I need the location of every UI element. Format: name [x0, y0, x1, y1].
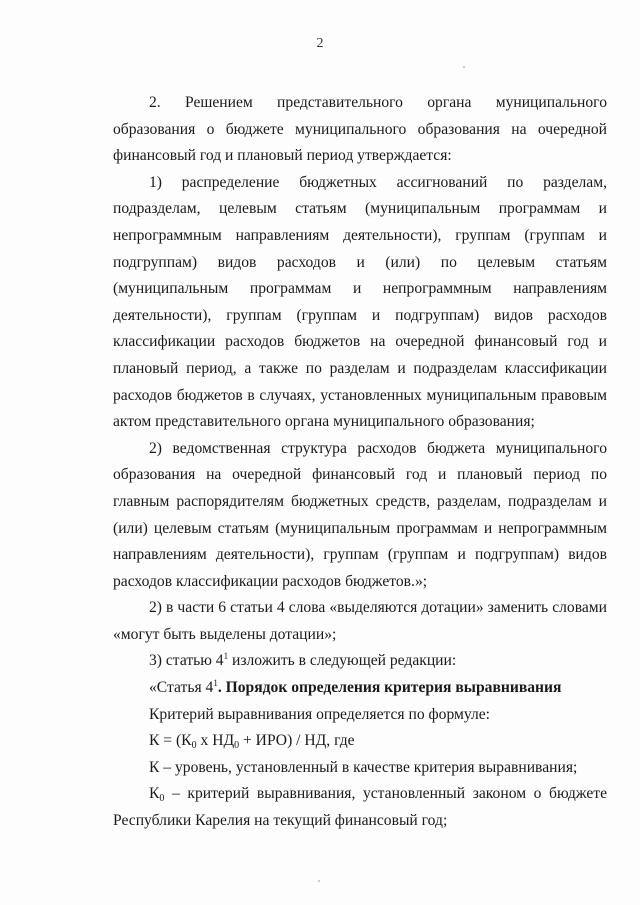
article-separator: .: [217, 679, 226, 697]
article-title: Порядок определения критерия выравнивания: [225, 679, 562, 697]
paragraph-amendment-3: [113, 648, 607, 675]
document-body: [113, 90, 607, 835]
formula-part-b: х НД: [196, 732, 235, 750]
amendment-3-text-start: 3) статью 4: [149, 652, 224, 670]
article-superscript: 1: [213, 678, 218, 689]
superscript-marker: 1: [223, 651, 229, 662]
page-number: 2: [316, 36, 324, 51]
formula: [113, 728, 607, 755]
article-label: «Статья 4: [149, 679, 214, 697]
definition-k0: [113, 781, 607, 834]
formula-intro: Критерий выравнивания определяется по формуле:: [149, 705, 491, 723]
definition-k0-text: – критерий выравнивания, установленный законом о бюджете Республики Карелия на текущий финансовый год;: [113, 785, 607, 830]
paragraph-subitem-1: 1) распределение бюджетных ассигнований по разделам, подразделам, целевым статьям (муниципальным программам и непрограммным направлениям деятельности), группам (группам и подгруппам) видов расходов и (или) по целевым статьям (муниципальным программам и непрограммным направлениям деятельности), группам (группам и подгруппам) видов расходов классификации расходов бюджетов на очередной финансовый год и плановый период, а также по разделам и подразделам классификации расходов бюджетов в случаях, установленных муниципальным правовым актом представительного органа муниципального образования;: [113, 173, 607, 431]
scan-speck: [318, 880, 320, 882]
definition-k: К – уровень, установленный в качестве критерия выравнивания;: [149, 758, 578, 776]
article-heading: [113, 675, 607, 702]
paragraph-subitem-2: 2) ведомственная структура расходов бюджета муниципального образования на очередной финансовый год и плановый период по главным распорядителям бюджетных средств, разделам, подразделам и (или) целевым статьям (муниципальным программам и непрограммным направлениям деятельности), группам (группам и подгруппам) видов расходов классификации расходов бюджетов.»;: [113, 439, 607, 590]
scan-speck: [463, 66, 465, 68]
definition-k0-symbol: К: [149, 785, 160, 803]
formula-subscript-2: 0: [234, 740, 240, 752]
amendment-3-text-end: изложить в следующей редакции:: [228, 652, 457, 670]
definition-k0-subscript: 0: [159, 793, 165, 805]
formula-part-a: К = (К: [149, 732, 192, 750]
paragraph-amendment-2: 2) в части 6 статьи 4 слова «выделяются дотации» заменить словами «могут быть выделены дотации»;: [113, 599, 607, 643]
paragraph-item-2: 2. Решением представительного органа муниципального образования о бюджете муниципального образования на очередной финансовый год и плановый период утверждается:: [113, 94, 607, 165]
formula-subscript-1: 0: [191, 740, 197, 752]
formula-part-c: + ИРО) / НД, где: [239, 732, 355, 750]
